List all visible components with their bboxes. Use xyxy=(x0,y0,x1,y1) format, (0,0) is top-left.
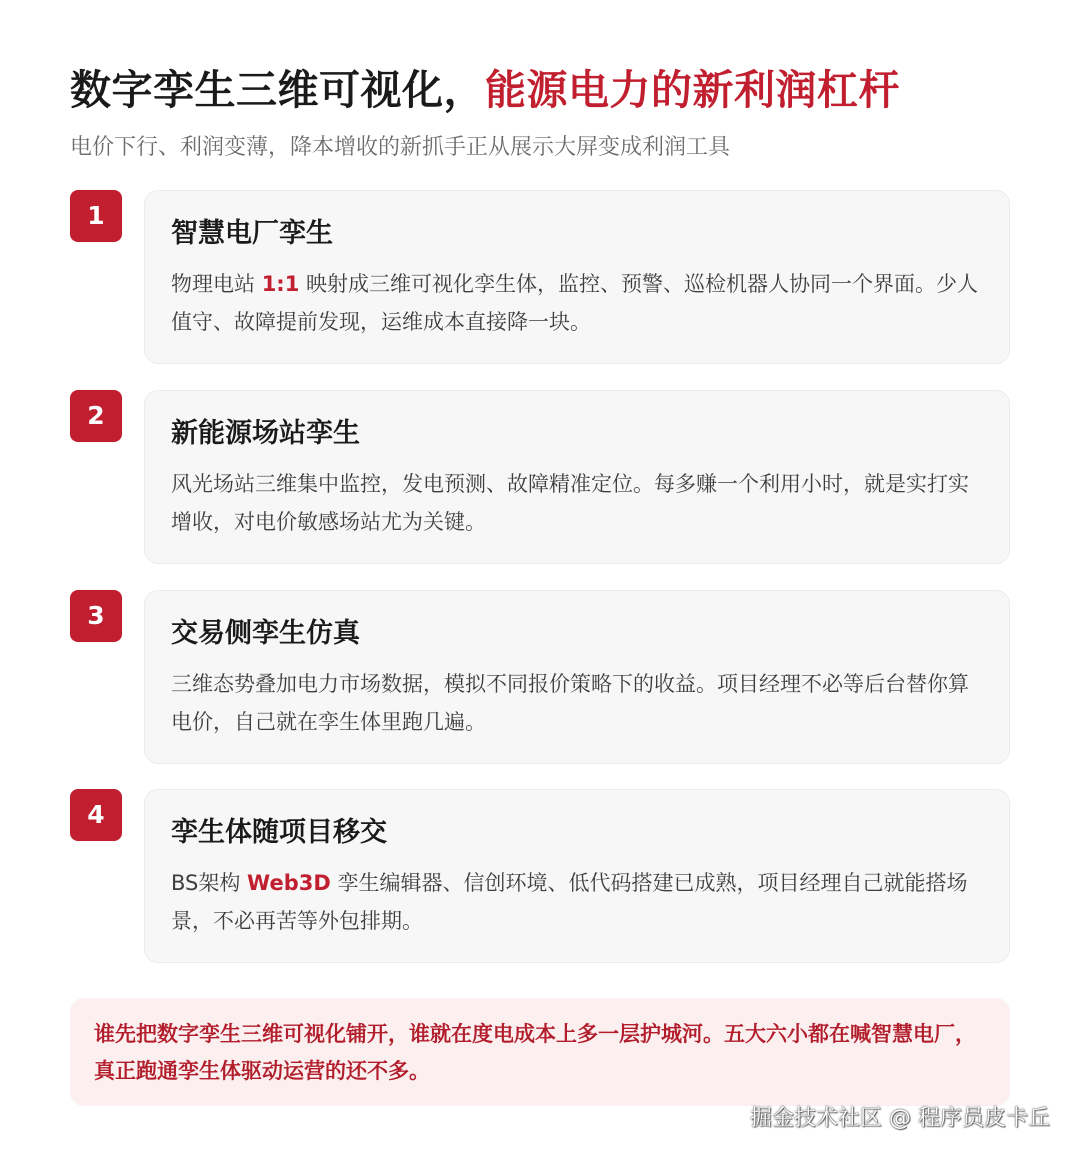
summary-callout xyxy=(70,998,1010,1106)
list-item-trading-sim xyxy=(70,590,1010,764)
item-title: 交易侧孪生仿真 xyxy=(171,618,360,649)
item-title: 孪生体随项目移交 xyxy=(171,817,387,848)
page-title xyxy=(70,62,900,118)
title-main: 数字孪生三维可视化， xyxy=(70,66,485,114)
item-description xyxy=(171,265,983,341)
item-description xyxy=(171,864,983,940)
item-description: 三维态势叠加电力市场数据，模拟不同报价策略下的收益。项目经理不必等后台替你算电价，自己就在孪生体里跑几遍。 xyxy=(171,672,969,734)
item-title: 智慧电厂孪生 xyxy=(171,218,333,249)
item-text-before: 物理电站 xyxy=(171,272,262,296)
item-text-after: 孪生编辑器、信创环境、低代码搭建已成熟，项目经理自己就能搭场景，不必再苦等外包排期。 xyxy=(171,871,968,933)
number-badge: 2 xyxy=(70,390,122,442)
item-title: 新能源场站孪生 xyxy=(171,418,360,449)
number-badge: 1 xyxy=(70,190,122,242)
list-item-smart-plant xyxy=(70,190,1010,364)
number-badge: 3 xyxy=(70,590,122,642)
item-text-after: 映射成三维可视化孪生体，监控、预警、巡检机器人协同一个界面。少人值守、故障提前发现，运维成本直接降一块。 xyxy=(171,272,978,334)
list-item-handover xyxy=(70,789,1010,963)
number-badge: 4 xyxy=(70,789,122,841)
item-card xyxy=(144,390,1010,564)
list-item-new-energy xyxy=(70,390,1010,564)
item-description: 风光场站三维集中监控，发电预测、故障精准定位。每多赚一个利用小时，就是实打实增收，对电价敏感场站尤为关键。 xyxy=(171,472,969,534)
item-highlight: Web3D xyxy=(247,871,331,895)
watermark: 掘金技术社区 @ 程序员皮卡丘 xyxy=(750,1106,1050,1131)
item-card xyxy=(144,590,1010,764)
item-card xyxy=(144,190,1010,364)
callout-text: 谁先把数字孪生三维可视化铺开，谁就在度电成本上多一层护城河。五大六小都在喊智慧电厂，真正跑通孪生体驱动运营的还不多。 xyxy=(94,1022,976,1083)
item-text-before: BS架构 xyxy=(171,871,248,895)
item-highlight: 1:1 xyxy=(261,272,300,296)
title-accent: 能源电力的新利润杠杆 xyxy=(485,66,900,114)
item-card xyxy=(144,789,1010,963)
page-subtitle: 电价下行、利润变薄，降本增收的新抓手正从展示大屏变成利润工具 xyxy=(70,135,731,160)
